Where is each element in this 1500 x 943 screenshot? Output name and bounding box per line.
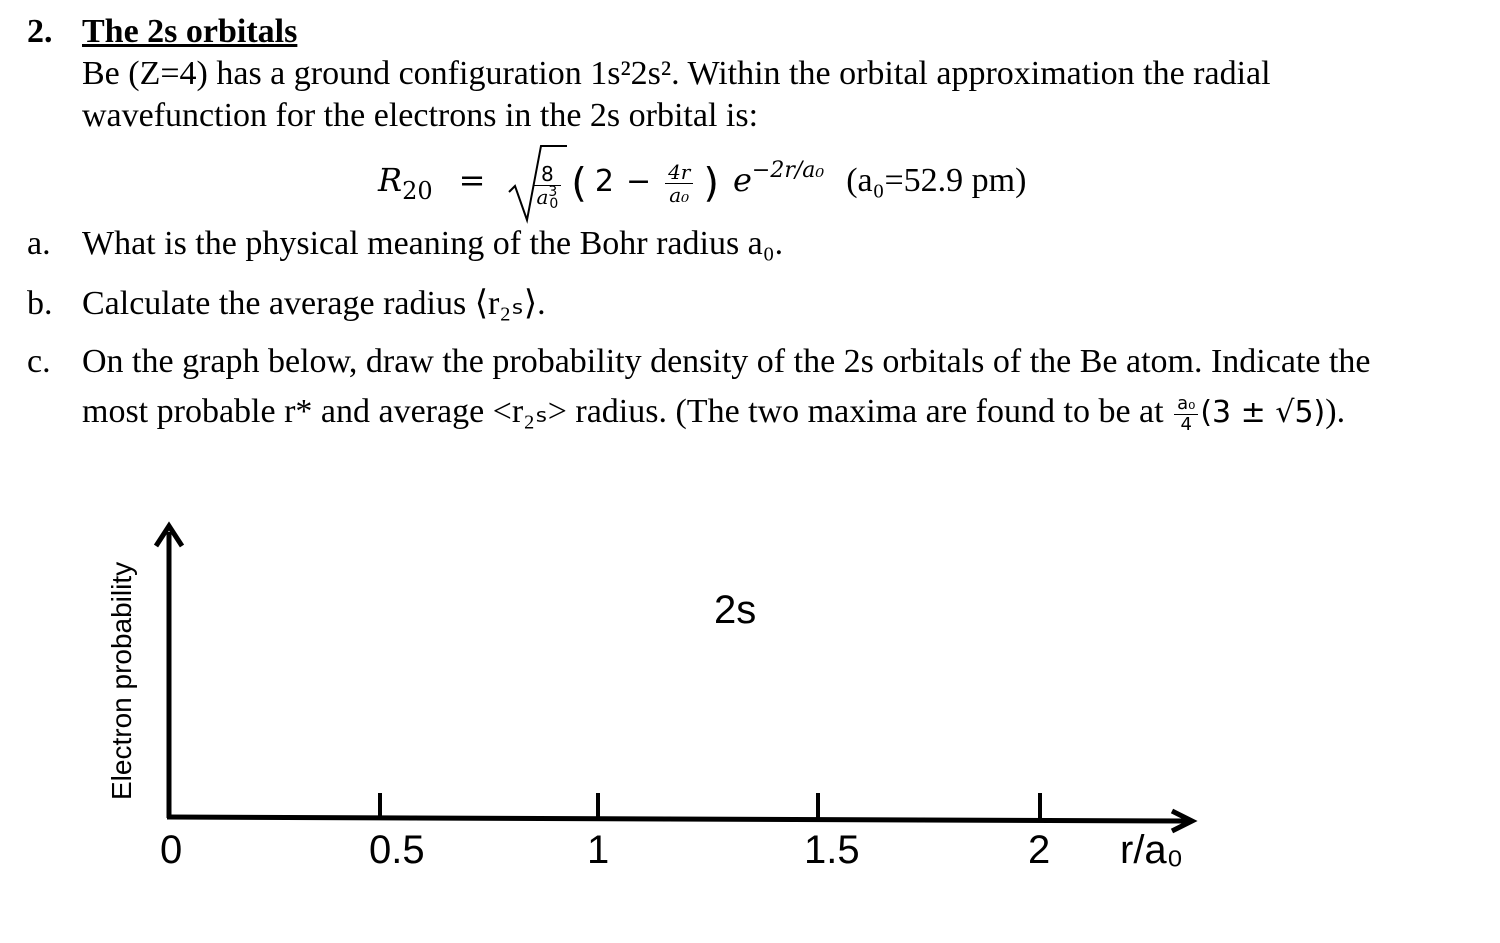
eq-sqrt-den-base: a — [536, 185, 549, 210]
eq-exponent: −2r/a₀ — [751, 158, 825, 183]
eq-paren-open: ( — [571, 160, 587, 207]
part-a-label: a. — [27, 225, 51, 262]
x-tick-label-2: 2 — [1028, 828, 1051, 872]
eq-sqrt-num: 8 — [533, 163, 561, 186]
graph-series-label: 2s — [714, 588, 757, 632]
eq-lhs: R — [378, 161, 403, 199]
eq-equals: = — [458, 161, 486, 199]
intro-line-1: Be (Z=4) has a ground configuration 1s²2s². Within the orbital approximation the radial — [82, 55, 1271, 92]
x-axis-label: r/a₀ — [1120, 828, 1184, 872]
problem-title: The 2s orbitals — [82, 13, 298, 50]
part-a-text: What is the physical meaning of the Bohr radius a₀. — [82, 225, 784, 262]
eq-frac-num: 4r — [665, 161, 693, 184]
part-c-frac-den: 4 — [1180, 413, 1192, 435]
x-tick-label-1.5: 1.5 — [804, 828, 860, 872]
eq-paren-close: ) — [703, 160, 719, 207]
eq-two: 2 — [594, 164, 614, 199]
part-b-text: Calculate the average radius ⟨r₂ₛ⟩. — [82, 285, 546, 322]
part-c-label: c. — [27, 343, 51, 380]
x-tick-label-0.5: 0.5 — [369, 828, 425, 872]
part-c-frac-num: a₀ — [1174, 394, 1198, 415]
part-c-line-2-text: most probable r* and average <r₂ₛ> radius. (The two maxima are found to be at — [82, 393, 1173, 430]
eq-sqrt-den-sub: 0 — [549, 196, 559, 213]
y-axis-label: Electron probability — [106, 561, 137, 800]
x-axis — [167, 817, 1188, 821]
problem-number: 2. — [27, 13, 53, 50]
part-c-line-1: On the graph below, draw the probability density of the 2s orbitals of the Be atom. Indicate the — [82, 343, 1371, 380]
eq-minus: − — [625, 164, 652, 199]
part-b-label: b. — [27, 285, 53, 322]
eq-note: (a₀=52.9 pm) — [846, 162, 1027, 199]
eq-frac-den: a₀ — [669, 183, 690, 208]
eq-sqrt-den-sup: 3 — [548, 184, 558, 201]
x-tick-label-0: 0 — [160, 828, 183, 872]
part-c-end: ). — [1325, 393, 1346, 430]
x-tick-label-1: 1 — [587, 828, 610, 872]
eq-exp-base: e — [732, 161, 752, 199]
part-c-roots: (3 ± √5) — [1200, 395, 1326, 430]
eq-lhs-sub: 20 — [402, 177, 433, 205]
intro-line-2: wavefunction for the electrons in the 2s orbital is: — [82, 97, 759, 134]
